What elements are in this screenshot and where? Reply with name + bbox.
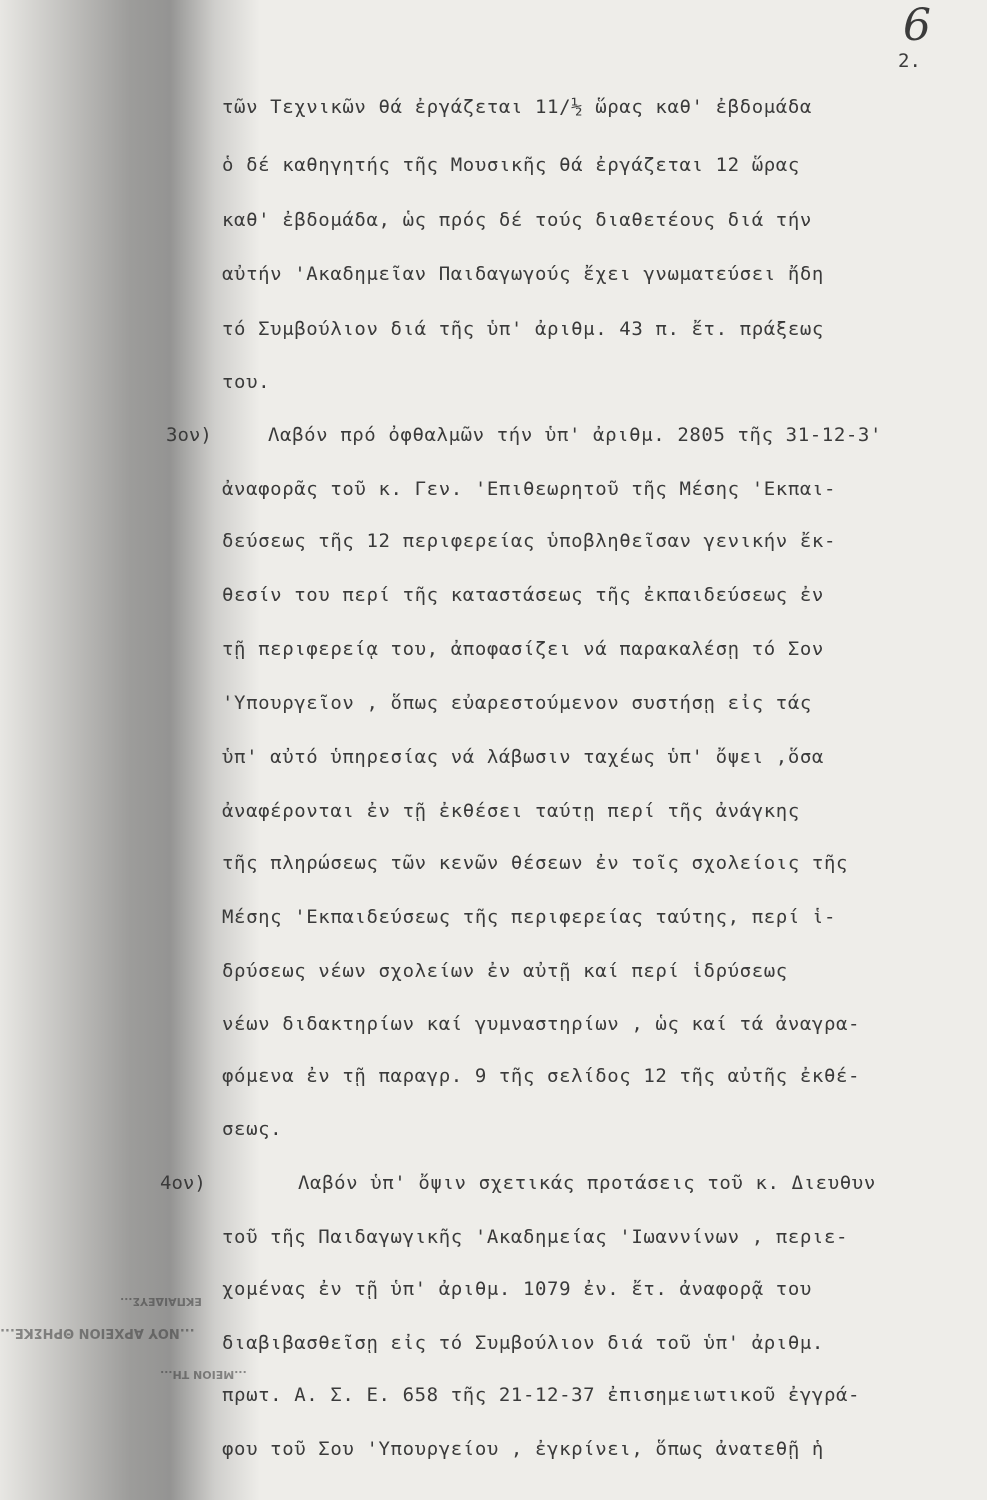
archive-stamp xyxy=(0,1280,280,1430)
text-line: τῶν Τεχνικῶν θά ἐργάζεται 11/½ ὥρας καθ' ἐβδομάδα xyxy=(222,96,812,118)
text-line: σεως. xyxy=(222,1118,283,1140)
paragraph-number: 4ον) xyxy=(160,1172,206,1194)
text-line: ὁ δέ καθηγητής τῆς Μουσικῆς θά ἐργάζεται 12 ὥρας xyxy=(222,154,800,176)
text-line: δρύσεως νέων σχολείων ἐν αὐτῇ καί περί ἱδρύσεως xyxy=(222,960,788,982)
stamp-text: ...ΝΟΥ ΑΡΧΕΙΟΝ ΘΡΗΣΚΕ... xyxy=(0,1325,195,1340)
handwritten-page-number: 6 xyxy=(903,0,931,51)
text-line: τό Συμβούλιον διά τῆς ὑπ' ἀριθμ. 43 π. ἔτ. πράξεως xyxy=(222,318,824,340)
text-line: του. xyxy=(222,371,271,393)
text-line: νέων διδακτηρίων καί γυμναστηρίων , ὡς καί τά ἀναγρα- xyxy=(222,1013,861,1035)
text-line: θεσίν του περί τῆς καταστάσεως τῆς ἐκπαιδεύσεως ἐν xyxy=(222,584,824,606)
text-line: φου τοῦ Σου 'Υπουργείου , ἐγκρίνει, ὅπως ἀνατεθῇ ἡ xyxy=(222,1438,824,1460)
text-line: δεύσεως τῆς 12 περιφερείας ὑποβληθεῖσαν γενικήν ἔκ- xyxy=(222,530,836,552)
typed-page-number: 2. xyxy=(898,50,921,72)
text-line: πρωτ. Α. Σ. Ε. 658 τῆς 21-12-37 ἐπισημειωτικοῦ ἐγγρά- xyxy=(222,1384,861,1406)
stamp-text: ΕΚΠΑΙΔΕΥΣ... xyxy=(120,1295,202,1308)
text-line: φόμενα ἐν τῇ παραγρ. 9 τῆς σελίδος 12 τῆς αὐτῆς ἐκθέ- xyxy=(222,1065,861,1087)
text-line: τῇ περιφερείᾳ του, ἀποφασίζει νά παρακαλέσῃ τό Σον xyxy=(222,638,824,660)
paragraph-number: 3ον) xyxy=(166,424,212,446)
text-line: τῆς πληρώσεως τῶν κενῶν θέσεων ἐν τοῖς σχολείοις τῆς xyxy=(222,852,849,874)
text-line: αὐτήν 'Ακαδημεῖαν Παιδαγωγούς ἔχει γνωματεύσει ἤδη xyxy=(222,263,824,285)
text-line: Λαβόν ὑπ' ὄψιν σχετικάς προτάσεις τοῦ κ. Διευθυν xyxy=(298,1172,876,1194)
stamp-text: ...ΜΕΙΟΝ ΤΗ... xyxy=(160,1368,247,1381)
text-line: 'Υπουργεῖον , ὅπως εὐαρεστούμενον συστήσῃ εἰς τάς xyxy=(222,692,812,714)
text-line: Λαβόν πρό ὀφθαλμῶν τήν ὑπ' ἀριθμ. 2805 τῆς 31-12-3' xyxy=(268,424,882,446)
text-line: ἀναφορᾶς τοῦ κ. Γεν. 'Επιθεωρητοῦ τῆς Μέσης 'Εκπαι- xyxy=(222,478,836,500)
text-line: Μέσης 'Εκπαιδεύσεως τῆς περιφερείας ταύτης, περί ἱ- xyxy=(222,906,836,928)
text-line: καθ' ἐβδομάδα, ὡς πρός δέ τούς διαθετέους διά τήν xyxy=(222,209,812,231)
text-line: ὑπ' αὐτό ὑπηρεσίας νά λάβωσιν ταχέως ὑπ' ὄψει ,ὅσα xyxy=(222,746,824,768)
text-line: τοῦ τῆς Παιδαγωγικῆς 'Ακαδημείας 'Ιωαννίνων , περιε- xyxy=(222,1226,849,1248)
text-line: διαβιβασθεῖσῃ εἰς τό Συμβούλιον διά τοῦ ὑπ' ἀριθμ. xyxy=(222,1332,824,1354)
text-line: ἀναφέρονται ἐν τῇ ἐκθέσει ταύτῃ περί τῆς ἀνάγκης xyxy=(222,800,800,822)
text-line: χομένας ἐν τῇ ὑπ' ἀριθμ. 1079 ἐν. ἔτ. ἀναφορᾷ του xyxy=(222,1278,812,1300)
